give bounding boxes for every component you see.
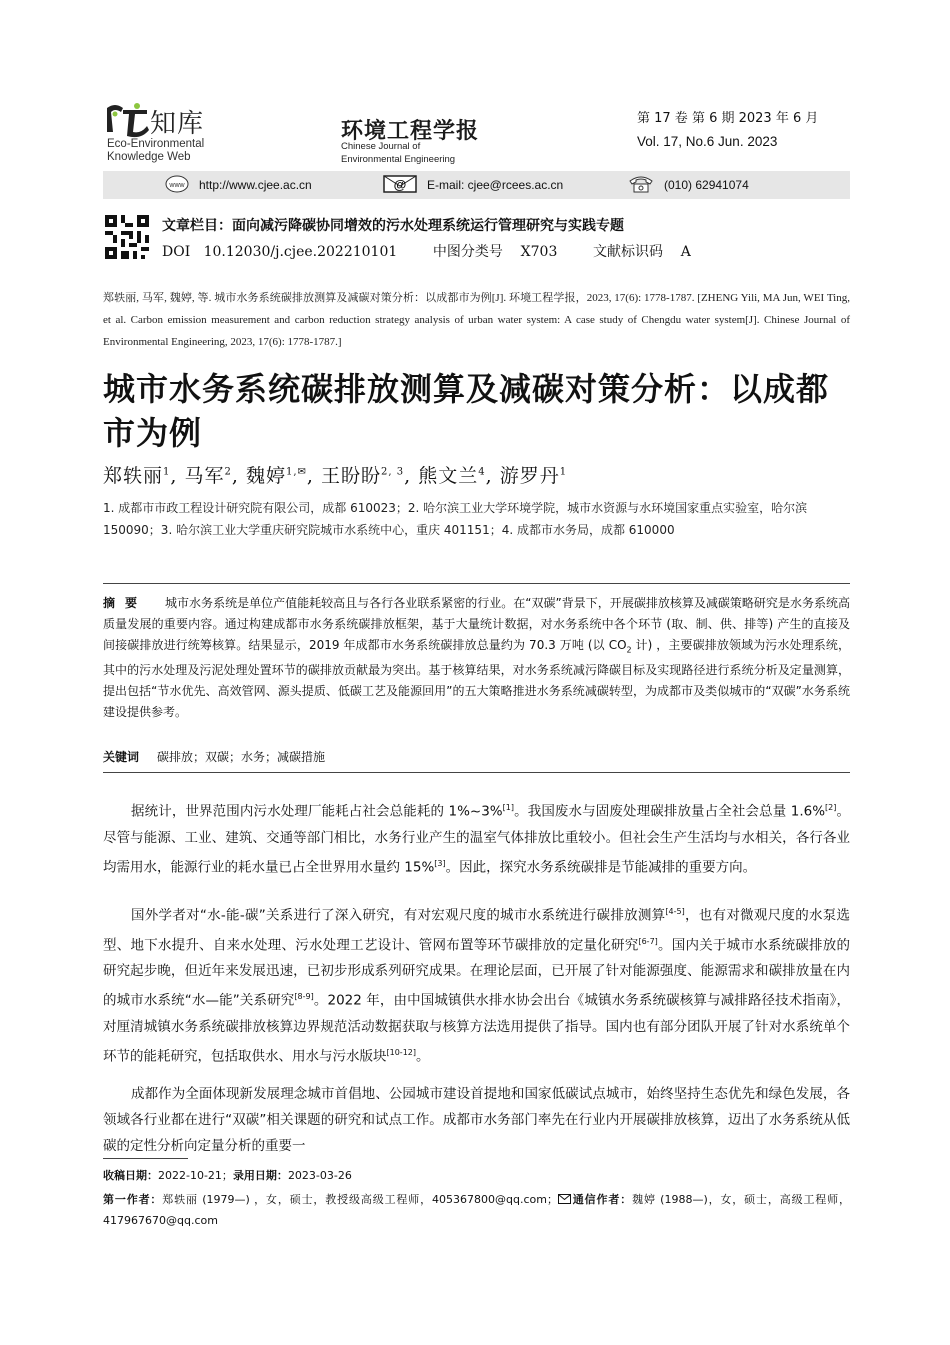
paragraph-text: ，也有对微观尺度的水泵选型、地下水提升、自来水处理、污水处理工艺设计、管网布置等环节碳排放的定量化研究 xyxy=(103,907,851,953)
article-column: 文章栏目：面向减污降碳协同增效的污水处理系统运行管理研究与实践专题 xyxy=(162,218,624,234)
author-affil-mark: 1 xyxy=(163,466,171,478)
paragraph-text: 。 xyxy=(416,1048,430,1064)
phone-info xyxy=(628,171,749,199)
corresponding-author-info: 魏婷 (1988—)，女，硕士，高级工程师，417967670@qq.com xyxy=(103,1193,851,1227)
paragraph-text: 。我国废水与固废处理碳排放量占全社会总量 1.6% xyxy=(513,803,826,820)
abstract-top-rule xyxy=(103,583,850,584)
www-icon xyxy=(165,175,189,196)
journal-name-en: Chinese Journal of xyxy=(341,141,421,152)
author-affil-mark: 2, 3 xyxy=(381,466,405,478)
body-paragraph-1 xyxy=(103,795,850,880)
website-link[interactable] xyxy=(165,171,312,199)
svg-text:www: www xyxy=(169,181,185,189)
website-url[interactable]: http://www.cjee.ac.cn xyxy=(199,178,312,192)
phone-number: (010) 62941074 xyxy=(664,178,749,192)
logo-subtitle-en-2: Knowledge Web xyxy=(107,151,191,163)
author-footnote xyxy=(103,1189,850,1231)
abstract-subscript: 2 xyxy=(626,645,632,655)
abstract-bottom-rule xyxy=(103,772,850,773)
journal-name-en-2: Environmental Engineering xyxy=(341,154,456,165)
received-dates xyxy=(103,1167,352,1183)
paragraph-text: 据统计，世界范围内污水处理厂能耗占社会总能耗的 1%~3% xyxy=(131,803,503,820)
reference-mark[interactable]: [2] xyxy=(825,803,837,812)
logo-subtitle-en: Eco-Environmental xyxy=(107,138,205,150)
qr-code-icon xyxy=(105,215,149,259)
body-paragraph-3: 成都作为全面体现新发展理念城市首倡地、公园城市建设首提地和国家低碳试点城市，始终坚持生态优先和绿色发展，各领域各行业都在进行“双碳”相关课题的研究和试点工作。成都市水务部门率先在行业内开展碳排放核算，迈出了水务系统从低碳的定性分析向定量分析的重要一 xyxy=(103,1086,850,1154)
doi-classification: DOI 10.12030/j.cjee.202210101 中图分类号 X703 文献标识码 A xyxy=(162,244,691,260)
reference-mark[interactable]: [1] xyxy=(502,803,514,812)
email-icon xyxy=(383,174,417,197)
accepted-label: 录用日期： xyxy=(232,1169,288,1182)
author-name: 王盼盼 xyxy=(321,465,382,487)
author-affil-mark: 1 xyxy=(559,466,568,478)
reference-mark[interactable]: [8-9] xyxy=(294,992,314,1001)
footnote-rule xyxy=(103,1158,188,1159)
first-author-label: 第一作者： xyxy=(103,1193,163,1206)
reference-mark[interactable]: [10-12] xyxy=(386,1047,416,1057)
article-title: 城市水务系统碳排放测算及减碳对策分析：以成都市为例 xyxy=(103,370,830,452)
author-name: 郑轶丽 xyxy=(103,465,164,487)
abstract-text-cont: 计) ，主要碳排放领域为污水处理系统，其中的污水处理及污泥处理处置环节的碳排放贡献最为突出。基于核算结果，对水务系统减污降碳目标及实现路径进行系统分析及定量测算，提出包括“节水优先、高效管网、源头提质、低碳工艺及能源回用”的五大策略推进水务系统减碳转型，为成都市及类似城市的“双碳”水务系统建设提供参考。 xyxy=(103,638,850,720)
envelope-icon xyxy=(558,1190,571,1200)
paragraph-text: 。因此，探究水务系统碳排是节能减排的重要方向。 xyxy=(445,859,757,875)
reference-mark[interactable]: [3] xyxy=(434,858,446,868)
email-link[interactable] xyxy=(383,171,563,199)
abstract-text: 城市水务系统是单位产值能耗较高且与各行各业联系紧密的行业。在“双碳”背景下，开展碳排放核算及减碳策略研究是水务系统高质量发展的重要内容。通过构建成都市水务系统碳排放框架，基于大量统计数据，对水务系统中各个环节 (取、制、供、排等) 产生的直接及间接碳排放进行统筹核算。结果显示，2019 年成都市水务系统碳排放总量约为 70.3 万吨 (以 CO xyxy=(103,596,850,652)
paragraph-text: 。2022 年，由中国城镇供水排水协会出台《城镇水务系统碳核算与减排路径技术指南》，对厘清城镇水务系统碳排放核算边界规范活动数据获取与核算方法选用提供了指导。国内也有部分团队开展了针对水系统单个环节的能耗研究，包括取供水、用水与污水版块 xyxy=(103,992,850,1064)
abstract-label: 摘要 xyxy=(103,596,148,610)
reference-mark[interactable]: [6-7] xyxy=(638,936,658,946)
issue-info-cn: 第 17 卷 第 6 期 2023 年 6 月 xyxy=(637,111,819,126)
journal-name: 环境工程学报 xyxy=(341,119,480,144)
affiliations: 1. 成都市市政工程设计研究院有限公司，成都 610023；2. 哈尔滨工业大学环境学院，城市水资源与水环境国家重点实验室，哈尔滨 150090；3. 哈尔滨工业大学重庆研究院城市水系统中心，重庆 401151；4. 成都市水务局，成都 610000 xyxy=(103,501,808,537)
author-list: 郑轶丽$^1$, 马军$^2$, 魏婷$^{1,✉}$, 王盼盼$^{2, 3}$, 熊文兰$^4$, 游罗丹$^1$ xyxy=(103,465,568,487)
logo-text: 知库 xyxy=(150,109,205,139)
issue-info-en: Vol. 17, No.6 Jun. 2023 xyxy=(637,134,778,149)
author-affil-mark: 4 xyxy=(478,466,486,478)
keywords xyxy=(103,748,325,765)
author-affil-mark: 1,✉ xyxy=(285,466,307,478)
phone-icon xyxy=(628,175,654,196)
keywords-label: 关键词 xyxy=(103,750,140,764)
received-date: 2022-10-21； xyxy=(158,1169,233,1182)
author-name: 马军 xyxy=(184,465,225,487)
author-name: 游罗丹 xyxy=(499,465,560,487)
first-author-info: 郑轶丽 (1979—) ，女，硕士，教授级高级工程师，405367800@qq.com； xyxy=(162,1193,558,1206)
abstract xyxy=(103,593,850,723)
email-address[interactable]: E-mail: cjee@rcees.ac.cn xyxy=(427,178,564,192)
paragraph-text: 国外学者对“水-能-碳”关系进行了深入研究，有对宏观尺度的城市水系统进行碳排放测算 xyxy=(131,907,666,924)
paragraph-text: 。尽管与能源、工业、建筑、交通等部门相比，水务行业产生的温室气体排放比重较小。但社会生产生活均与水相关，各行各业均需用水，能源行业的耗水量已占全世界用水量约 15% xyxy=(103,803,851,875)
svg-text:@: @ xyxy=(393,176,407,192)
reference-mark[interactable]: [4-5] xyxy=(665,907,685,916)
citation: 郑轶丽, 马军, 魏婷, 等. 城市水务系统碳排放测算及减碳对策分析：以成都市为例[J]. 环境工程学报，2023, 17(6): 1778-1787. [ZHENG Yili, MA Jun, WEI Ting, et al. Carbon emission measurement and carbon reduction strategy analysis of urban water system: A case study of Chengdu water system[J]. Chinese Journal of Environmental Engineering, 2023, 17(6): 1778-1787.] xyxy=(103,292,850,348)
keywords-text: 碳排放；双碳；水务；减碳措施 xyxy=(157,750,326,764)
received-label: 收稿日期： xyxy=(103,1169,158,1182)
corresponding-label: 通信作者： xyxy=(571,1193,633,1206)
accepted-date: 2023-03-26 xyxy=(287,1169,352,1182)
author-name: 熊文兰 xyxy=(418,465,479,487)
paragraph-text: 。国内关于城市水系统碳排放的研究起步晚，但近年来发展迅速，已初步形成系列研究成果。在理论层面，已开展了针对能源强度、能源需求和碳排放量在内的城市水系统“水—能”关系研究 xyxy=(103,937,851,1009)
author-affil-mark: 2 xyxy=(224,466,232,478)
body-paragraph-2 xyxy=(103,899,850,1069)
author-name: 魏婷 xyxy=(245,465,286,487)
contact-bar xyxy=(103,171,850,199)
